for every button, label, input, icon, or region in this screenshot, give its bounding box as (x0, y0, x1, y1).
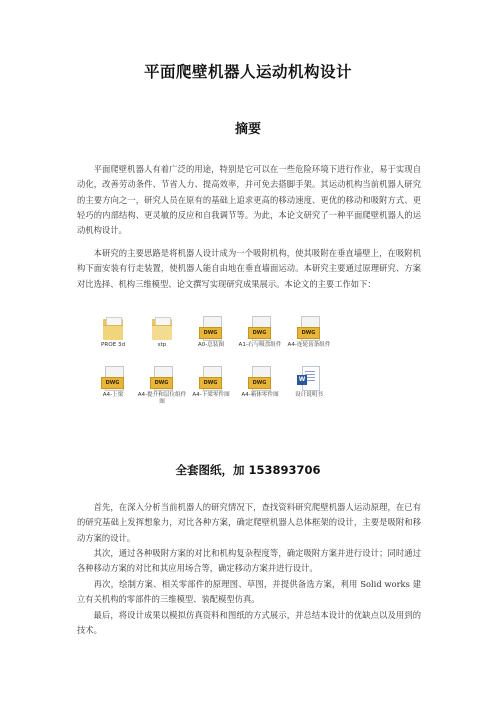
file-label: 设计说明书 (295, 392, 323, 398)
folder-icon (100, 315, 126, 341)
file-item-a4-box[interactable] (235, 365, 285, 409)
work-paragraph-1: 首先，在深入分析当前机器人的研究情况下，查找资料研究爬壁机器人运动原理，在已有的研究基础上发挥想象力，对比各种方案，确定爬壁机器人总体框架的设计，主要是吸附和移动方案的设计。 (77, 502, 421, 543)
dwg-file-icon: DWG (100, 365, 126, 391)
dwg-file-icon: DWG (198, 365, 224, 391)
file-item-stp[interactable] (137, 315, 187, 359)
work-paragraph-4: 最后，将设计成果以模拟仿真资料和图纸的方式展示，并总结本设计的优缺点以及用到的技术。 (77, 610, 421, 636)
document-title: 平面爬壁机器人运动机构设计 (143, 63, 352, 81)
fullset-contact-note: 全套图纸，加 153893706 (175, 463, 321, 477)
file-item-a1[interactable] (235, 315, 285, 359)
file-item-a0[interactable] (186, 315, 236, 359)
work-paragraph-3: 再次，绘制方案、相关零部件的原理图、草图，并提供备选方案，利用 Solid works 建立有关机构的零部件的三维模型、装配模型仿真。 (77, 579, 421, 605)
file-label: A4-提升和层位组件图 (137, 392, 187, 405)
file-label: A4-下梁零件图 (192, 392, 230, 398)
abstract-paragraph-2: 本研究的主要思路是将机器人设计成为一个吸附机构，使其吸附在垂直墙壁上，在吸附机构下面安装有行走装置，使机器人能自由地在垂直墙面运动。本研究主要通过原理研究、方案对比选择、机构三维模型、论文撰写实现研究成果展示。本论文的主要工作如下： (77, 248, 421, 289)
file-label: PROE 3d (100, 342, 126, 348)
dwg-file-icon: DWG (247, 365, 273, 391)
file-item-a4-upper-beam[interactable] (88, 365, 138, 409)
file-listing (88, 315, 338, 415)
file-item-a4-rack[interactable] (284, 315, 334, 359)
file-item-a4-lift[interactable] (137, 365, 187, 409)
dwg-file-icon: DWG (296, 315, 322, 341)
file-label: A1-右与吸盘组件 (238, 342, 282, 348)
file-item-a4-lower-beam[interactable] (186, 365, 236, 409)
file-label: A4-箱体零件图 (241, 392, 279, 398)
abstract-paragraph-1: 平面爬壁机器人有着广泛的用途，特别是它可以在一些危险环境下进行作业，易于实现自动化，改善劳动条件、节省人力、提高效率，并可免去搭脚手架。其运动机构当前机器人研究的主要方向之一，研究人员在原有的基础上追求更高的移动速度、更优的移动和吸附方式、更轻巧的内部结构、更灵敏的反应和自我调节等。为此，本论文研究了一种平面爬壁机器人的运动机构设计。 (77, 164, 421, 236)
abstract-heading: 摘要 (234, 122, 261, 137)
file-label: A0-总装图 (197, 342, 225, 348)
work-paragraph-2: 其次，通过各种吸附方案的对比和机构复杂程度等，确定吸附方案并进行设计；同时通过各种移动方案的对比和其应用场合等，确定移动方案并进行设计。 (77, 548, 421, 574)
file-item-manual[interactable] (284, 365, 334, 409)
file-label: A4-上梁 (102, 392, 124, 398)
folder-icon (149, 315, 175, 341)
file-item-proe-3d[interactable] (88, 315, 138, 359)
dwg-file-icon: DWG (198, 315, 224, 341)
word-doc-icon: W (296, 365, 322, 391)
dwg-file-icon: DWG (247, 315, 273, 341)
file-label: stp (157, 342, 167, 348)
dwg-file-icon: DWG (149, 365, 175, 391)
file-label: A4-连轮齿条组件 (287, 342, 331, 348)
